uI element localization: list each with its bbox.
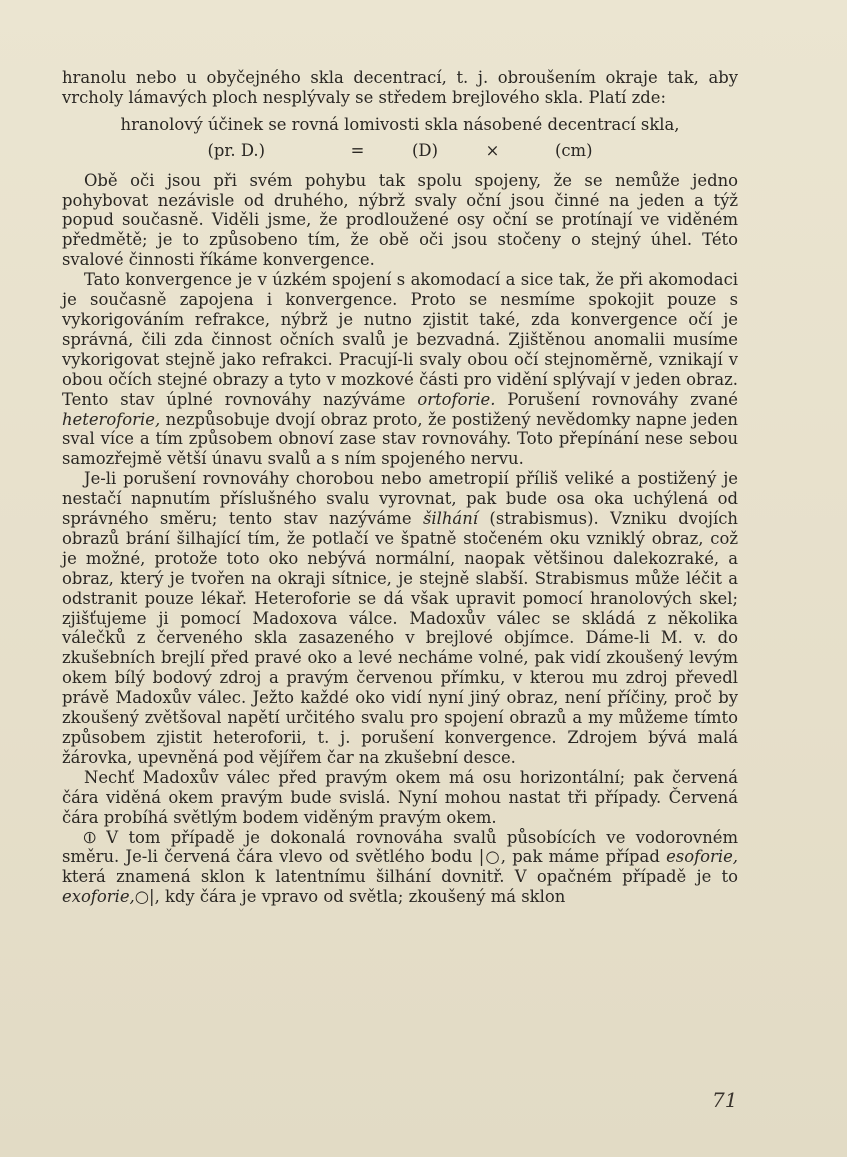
text-run: Porušení rovnováhy zvané <box>495 389 738 409</box>
line-left-of-circle-icon: |○ <box>478 847 501 867</box>
text-run: nezpůsobuje dvojí obraz proto, že postižený nevědomky napne jeden sval více a tím způsobem obnoví zase stav rovnováhy. Toto přepínání nese sebou samozřejmě větší únavu svalů a s ním spojeného nervu. <box>62 409 738 469</box>
formula-prism-diopters: (pr. D.) <box>207 140 266 160</box>
text-run: , kdy čára je vpravo od světla; zkoušený má sklon <box>154 887 566 907</box>
formula-centimeters: (cm) <box>554 140 593 160</box>
term-heteroforie: heteroforie, <box>62 409 161 429</box>
paragraph-maddox-axis: Nechť Madoxův válec před pravým okem má osu horizontální; pak červená čára viděná okem pravým bude svislá. Nyní mohou nastat tři případy. Červená čára probíhá světlým bodem viděným pravým okem. <box>62 767 738 827</box>
formula-equals-sign: = <box>350 140 365 160</box>
paragraph-convergence <box>62 270 738 469</box>
circle-left-of-line-icon: ○| <box>134 887 155 907</box>
text-run: V tom případě je dokonalá rovnováha svalů působících ve vodorovném směru. Je-li červená čára vlevo od světlého bodu <box>62 827 738 867</box>
text-run: Je-li porušení rovnováhy chorobou nebo ametropií příliš veliké a postižený je nestačí napnutím příslušného svalu vyrovnat, pak bude osa oka uchýlená od správného směru; tento stav nazýváme <box>62 469 738 529</box>
circle-line-symbol-icon: ⦶ <box>84 827 96 847</box>
term-silhani: šilhání <box>422 509 478 529</box>
formula-times-sign: × <box>485 140 500 160</box>
paragraph-eye-movement: Obě oči jsou při svém pohybu tak spolu spojeny, že se nemůže jedno pohybovat nezávisle od druhého, nýbrž svaly oční jsou činné na jeden a týž popud současně. Viděli jsme, že prodloužené osy oční se protínají ve viděném předmětě; je to způsobeno tím, že obě oči jsou stočeny o stejný úhel. Této svalové činnosti říkáme konvergence. <box>62 170 738 270</box>
formula-equation <box>62 141 738 161</box>
text-run: Tato konvergence je v úzkém spojení s akomodací a sice tak, že při akomodaci je současně zapojena i konvergence. Proto se nesmíme spokojit pouze s vykorigováním refrakce, nýbrž je nutno zjistit také, zda konvergence očí je správná, čili zda činnost očních svalů je bezvadná. Zjištěnou anomalii musíme vykorigovat stejně jako refrakci. Pracují-li svaly obou očí stejnoměrně, vznikají v obou očích stejné obrazy a tyto v mozkové části pro vidění splývají v jeden obraz. Tento stav úplné rovnováhy nazýváme <box>62 270 738 409</box>
term-ortoforie: ortoforie. <box>417 389 496 409</box>
page-body-text <box>62 68 738 907</box>
page-number: 71 <box>712 1088 738 1112</box>
paragraph-intro: hranolu nebo u obyčejného skla decentrací, t. j. obroušením okraje tak, aby vrcholy lámavých ploch nesplývaly se středem brejlového skla. Platí zde: <box>62 68 738 107</box>
term-esoforie: esoforie, <box>666 847 738 867</box>
text-run: , pak máme případ <box>500 847 667 867</box>
text-run: (strabismus). Vzniku dvojích obrazů brání šilhající tím, že potlačí ve špatně stočeném oku vzniklý obraz, což je možné, protože toto oko nebývá normální, naopak většinou dalekozraké, a obraz, který je tvořen na okraji sítnice, je stejně slabší. Strabismus může léčit a odstranit pouze lékař. Heteroforie se dá však upravit pomocí hranolových skel; zjišťujeme ji pomocí Madoxova válce. Madoxův válec se skládá z několika válečků z červeného skla zasazeného v brejlové objímce. Dáme-li M. v. do zkušebních brejlí před pravé oko a levé necháme volné, pak vidí zkoušený levým okem bílý bodový zdroj a pravým červenou přímku, v kterou mu zdroj převedl právě Madoxův válec. Ježto každé oko vidí nyní jiný obraz, není příčiny, proč by zkoušený zvětšoval napětí určitého svalu pro spojení obrazů a my můžeme tímto způsobem zjistit heteroforii, t. j. porušení konvergence. Zdrojem bývá malá žárovka, upevněná pod vějířem čar na zkušební desce. <box>62 509 738 767</box>
text-run: která znamená sklon k latentnímu šilhání dovnitř. V opačném případě je to <box>62 867 738 887</box>
paragraph-cases <box>62 828 738 908</box>
term-exoforie: exoforie, <box>62 887 135 907</box>
formula-diopters: (D) <box>412 140 438 160</box>
paragraph-strabismus <box>62 469 738 768</box>
formula-description: hranolový účinek se rovná lomivosti skla násobené decentrací skla, <box>120 114 680 134</box>
